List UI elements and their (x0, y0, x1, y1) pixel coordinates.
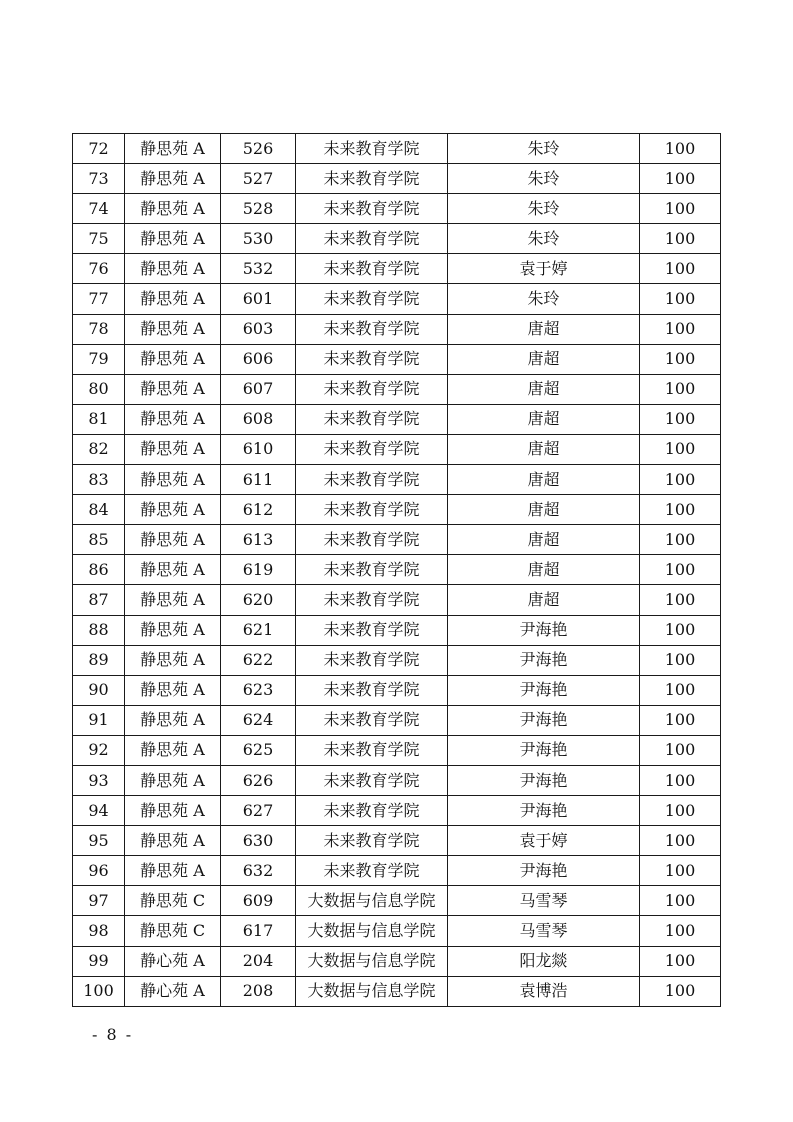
table-row (73, 314, 721, 344)
table-row (73, 735, 721, 765)
room-cell: 528 (221, 194, 296, 224)
score-cell: 100 (640, 164, 721, 194)
table-row (73, 886, 721, 916)
row-number-cell: 90 (73, 675, 125, 705)
table-row (73, 946, 721, 976)
row-number-cell: 86 (73, 555, 125, 585)
name-cell: 唐超 (448, 314, 640, 344)
row-number-cell: 74 (73, 194, 125, 224)
table-row (73, 525, 721, 555)
name-cell: 朱玲 (448, 134, 640, 164)
score-cell: 100 (640, 916, 721, 946)
row-number-cell: 80 (73, 374, 125, 404)
room-cell: 527 (221, 164, 296, 194)
college-cell: 未来教育学院 (296, 675, 448, 705)
score-cell: 100 (640, 404, 721, 434)
building-cell: 静思苑 A (125, 826, 221, 856)
table-row (73, 856, 721, 886)
building-cell: 静思苑 A (125, 314, 221, 344)
building-cell: 静思苑 A (125, 645, 221, 675)
table-row (73, 976, 721, 1006)
building-cell: 静思苑 A (125, 194, 221, 224)
table-row (73, 826, 721, 856)
name-cell: 唐超 (448, 525, 640, 555)
table-body (73, 134, 721, 1007)
table-row (73, 555, 721, 585)
name-cell: 唐超 (448, 344, 640, 374)
room-cell: 607 (221, 374, 296, 404)
table-row (73, 645, 721, 675)
row-number-cell: 95 (73, 826, 125, 856)
row-number-cell: 82 (73, 434, 125, 464)
row-number-cell: 73 (73, 164, 125, 194)
room-cell: 623 (221, 675, 296, 705)
room-cell: 611 (221, 465, 296, 495)
name-cell: 唐超 (448, 495, 640, 525)
college-cell: 未来教育学院 (296, 735, 448, 765)
table-row (73, 254, 721, 284)
building-cell: 静思苑 A (125, 615, 221, 645)
room-cell: 630 (221, 826, 296, 856)
room-cell: 619 (221, 555, 296, 585)
page-number: - 8 - (92, 1025, 134, 1044)
score-cell: 100 (640, 615, 721, 645)
college-cell: 大数据与信息学院 (296, 886, 448, 916)
name-cell: 唐超 (448, 465, 640, 495)
building-cell: 静心苑 A (125, 976, 221, 1006)
building-cell: 静思苑 C (125, 886, 221, 916)
name-cell: 袁于婷 (448, 254, 640, 284)
score-cell: 100 (640, 886, 721, 916)
score-cell: 100 (640, 856, 721, 886)
name-cell: 阳龙燚 (448, 946, 640, 976)
score-cell: 100 (640, 284, 721, 314)
score-cell: 100 (640, 555, 721, 585)
room-cell: 532 (221, 254, 296, 284)
building-cell: 静心苑 A (125, 946, 221, 976)
table-row (73, 434, 721, 464)
college-cell: 未来教育学院 (296, 434, 448, 464)
college-cell: 未来教育学院 (296, 344, 448, 374)
college-cell: 未来教育学院 (296, 164, 448, 194)
room-cell: 608 (221, 404, 296, 434)
score-cell: 100 (640, 765, 721, 795)
score-cell: 100 (640, 976, 721, 1006)
college-cell: 未来教育学院 (296, 826, 448, 856)
row-number-cell: 81 (73, 404, 125, 434)
name-cell: 尹海艳 (448, 735, 640, 765)
college-cell: 大数据与信息学院 (296, 976, 448, 1006)
building-cell: 静思苑 A (125, 525, 221, 555)
college-cell: 未来教育学院 (296, 765, 448, 795)
table-row (73, 134, 721, 164)
name-cell: 尹海艳 (448, 796, 640, 826)
college-cell: 未来教育学院 (296, 314, 448, 344)
building-cell: 静思苑 A (125, 254, 221, 284)
row-number-cell: 99 (73, 946, 125, 976)
table-row (73, 344, 721, 374)
row-number-cell: 78 (73, 314, 125, 344)
room-cell: 603 (221, 314, 296, 344)
table-row (73, 615, 721, 645)
building-cell: 静思苑 A (125, 134, 221, 164)
table-row (73, 194, 721, 224)
room-cell: 622 (221, 645, 296, 675)
row-number-cell: 84 (73, 495, 125, 525)
name-cell: 袁于婷 (448, 826, 640, 856)
building-cell: 静思苑 A (125, 434, 221, 464)
score-cell: 100 (640, 194, 721, 224)
name-cell: 朱玲 (448, 224, 640, 254)
table-row (73, 796, 721, 826)
college-cell: 未来教育学院 (296, 224, 448, 254)
room-cell: 626 (221, 765, 296, 795)
score-cell: 100 (640, 224, 721, 254)
name-cell: 唐超 (448, 374, 640, 404)
score-cell: 100 (640, 735, 721, 765)
college-cell: 未来教育学院 (296, 555, 448, 585)
college-cell: 未来教育学院 (296, 194, 448, 224)
name-cell: 尹海艳 (448, 645, 640, 675)
room-cell: 625 (221, 735, 296, 765)
row-number-cell: 85 (73, 525, 125, 555)
name-cell: 尹海艳 (448, 615, 640, 645)
college-cell: 未来教育学院 (296, 645, 448, 675)
room-cell: 624 (221, 705, 296, 735)
room-cell: 627 (221, 796, 296, 826)
building-cell: 静思苑 A (125, 374, 221, 404)
room-cell: 632 (221, 856, 296, 886)
score-cell: 100 (640, 314, 721, 344)
row-number-cell: 87 (73, 585, 125, 615)
college-cell: 未来教育学院 (296, 615, 448, 645)
row-number-cell: 96 (73, 856, 125, 886)
score-cell: 100 (640, 495, 721, 525)
room-cell: 621 (221, 615, 296, 645)
building-cell: 静思苑 A (125, 284, 221, 314)
name-cell: 唐超 (448, 404, 640, 434)
college-cell: 未来教育学院 (296, 134, 448, 164)
building-cell: 静思苑 A (125, 796, 221, 826)
building-cell: 静思苑 A (125, 765, 221, 795)
row-number-cell: 92 (73, 735, 125, 765)
row-number-cell: 91 (73, 705, 125, 735)
building-cell: 静思苑 A (125, 675, 221, 705)
name-cell: 唐超 (448, 555, 640, 585)
table-row (73, 765, 721, 795)
room-cell: 609 (221, 886, 296, 916)
score-cell: 100 (640, 796, 721, 826)
row-number-cell: 98 (73, 916, 125, 946)
score-cell: 100 (640, 946, 721, 976)
score-cell: 100 (640, 434, 721, 464)
college-cell: 未来教育学院 (296, 585, 448, 615)
building-cell: 静思苑 C (125, 916, 221, 946)
building-cell: 静思苑 A (125, 495, 221, 525)
name-cell: 马雪琴 (448, 916, 640, 946)
college-cell: 未来教育学院 (296, 705, 448, 735)
score-cell: 100 (640, 134, 721, 164)
score-cell: 100 (640, 374, 721, 404)
dormitory-score-table (72, 133, 721, 1007)
row-number-cell: 100 (73, 976, 125, 1006)
name-cell: 朱玲 (448, 164, 640, 194)
room-cell: 601 (221, 284, 296, 314)
room-cell: 204 (221, 946, 296, 976)
college-cell: 大数据与信息学院 (296, 916, 448, 946)
row-number-cell: 75 (73, 224, 125, 254)
college-cell: 未来教育学院 (296, 404, 448, 434)
score-cell: 100 (640, 465, 721, 495)
college-cell: 未来教育学院 (296, 525, 448, 555)
row-number-cell: 72 (73, 134, 125, 164)
college-cell: 未来教育学院 (296, 284, 448, 314)
table-row (73, 465, 721, 495)
college-cell: 未来教育学院 (296, 495, 448, 525)
room-cell: 610 (221, 434, 296, 464)
row-number-cell: 94 (73, 796, 125, 826)
college-cell: 大数据与信息学院 (296, 946, 448, 976)
building-cell: 静思苑 A (125, 224, 221, 254)
table-row (73, 585, 721, 615)
room-cell: 617 (221, 916, 296, 946)
row-number-cell: 93 (73, 765, 125, 795)
college-cell: 未来教育学院 (296, 374, 448, 404)
building-cell: 静思苑 A (125, 555, 221, 585)
row-number-cell: 79 (73, 344, 125, 374)
name-cell: 尹海艳 (448, 856, 640, 886)
name-cell: 唐超 (448, 585, 640, 615)
room-cell: 208 (221, 976, 296, 1006)
table-row (73, 284, 721, 314)
building-cell: 静思苑 A (125, 705, 221, 735)
table-row (73, 224, 721, 254)
college-cell: 未来教育学院 (296, 796, 448, 826)
score-cell: 100 (640, 675, 721, 705)
score-cell: 100 (640, 525, 721, 555)
row-number-cell: 76 (73, 254, 125, 284)
building-cell: 静思苑 A (125, 465, 221, 495)
name-cell: 尹海艳 (448, 675, 640, 705)
building-cell: 静思苑 A (125, 856, 221, 886)
name-cell: 唐超 (448, 434, 640, 464)
college-cell: 未来教育学院 (296, 254, 448, 284)
building-cell: 静思苑 A (125, 344, 221, 374)
building-cell: 静思苑 A (125, 404, 221, 434)
table-row (73, 404, 721, 434)
name-cell: 马雪琴 (448, 886, 640, 916)
name-cell: 尹海艳 (448, 765, 640, 795)
table-row (73, 164, 721, 194)
row-number-cell: 89 (73, 645, 125, 675)
table-row (73, 495, 721, 525)
room-cell: 620 (221, 585, 296, 615)
room-cell: 526 (221, 134, 296, 164)
score-cell: 100 (640, 705, 721, 735)
table-row (73, 705, 721, 735)
room-cell: 612 (221, 495, 296, 525)
row-number-cell: 83 (73, 465, 125, 495)
row-number-cell: 97 (73, 886, 125, 916)
table-row (73, 675, 721, 705)
building-cell: 静思苑 A (125, 735, 221, 765)
row-number-cell: 88 (73, 615, 125, 645)
score-cell: 100 (640, 254, 721, 284)
room-cell: 530 (221, 224, 296, 254)
name-cell: 尹海艳 (448, 705, 640, 735)
name-cell: 朱玲 (448, 194, 640, 224)
table-row (73, 374, 721, 404)
score-cell: 100 (640, 344, 721, 374)
college-cell: 未来教育学院 (296, 465, 448, 495)
score-cell: 100 (640, 585, 721, 615)
score-cell: 100 (640, 826, 721, 856)
building-cell: 静思苑 A (125, 164, 221, 194)
college-cell: 未来教育学院 (296, 856, 448, 886)
room-cell: 613 (221, 525, 296, 555)
name-cell: 袁博浩 (448, 976, 640, 1006)
table-row (73, 916, 721, 946)
score-cell: 100 (640, 645, 721, 675)
building-cell: 静思苑 A (125, 585, 221, 615)
name-cell: 朱玲 (448, 284, 640, 314)
room-cell: 606 (221, 344, 296, 374)
row-number-cell: 77 (73, 284, 125, 314)
